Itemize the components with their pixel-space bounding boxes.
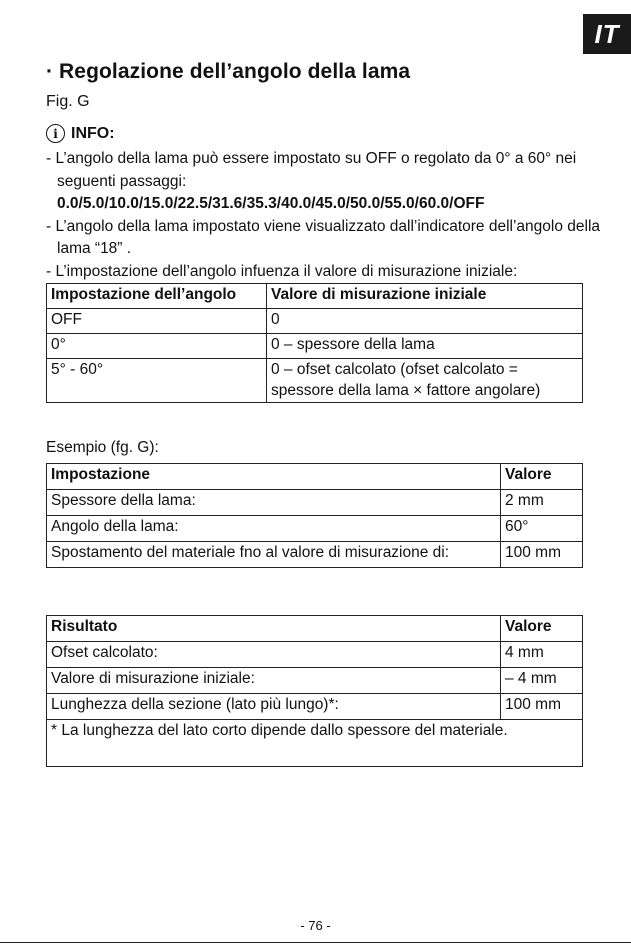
example-result-table bbox=[46, 615, 583, 767]
angle-setting-table bbox=[46, 283, 583, 403]
table-cell: 0 – spessore della lama bbox=[267, 334, 583, 359]
table-cell: Angolo della lama: bbox=[47, 516, 501, 542]
info-label: INFO: bbox=[71, 124, 115, 142]
info-bullet-list bbox=[46, 148, 606, 283]
table-header-cell: Impostazione bbox=[47, 464, 501, 490]
table-cell: Ofset calcolato: bbox=[47, 642, 501, 668]
info-icon: i bbox=[46, 124, 65, 143]
table-cell: 2 mm bbox=[501, 490, 583, 516]
table-cell: Spostamento del materiale fno al valore di misurazione di: bbox=[47, 542, 501, 568]
table-header-cell: Impostazione dell’angolo bbox=[47, 284, 267, 309]
bullet-angle-steps bbox=[46, 148, 606, 216]
example-label: Esempio (fg. G): bbox=[46, 439, 159, 456]
table-row bbox=[47, 334, 583, 359]
table-row bbox=[47, 694, 583, 720]
footer-divider bbox=[0, 942, 631, 943]
table-cell: – 4 mm bbox=[501, 668, 583, 694]
table-header-row bbox=[47, 616, 583, 642]
table-row bbox=[47, 642, 583, 668]
table-header-row bbox=[47, 284, 583, 309]
table-row bbox=[47, 542, 583, 568]
table-row bbox=[47, 309, 583, 334]
language-badge: IT bbox=[583, 14, 631, 54]
bullet-text: - L’angolo della lama può essere impostato su OFF o regolato da 0° a 60° nei seguenti passaggi: bbox=[46, 150, 577, 190]
table-cell: 100 mm bbox=[501, 694, 583, 720]
table-row bbox=[47, 490, 583, 516]
table-cell: OFF bbox=[47, 309, 267, 334]
table-cell: Spessore della lama: bbox=[47, 490, 501, 516]
table-footnote: * La lunghezza del lato corto dipende dallo spessore del materiale. bbox=[47, 720, 583, 767]
table-header-row bbox=[47, 464, 583, 490]
angle-steps-list: 0.0/5.0/10.0/15.0/22.5/31.6/35.3/40.0/45.0/50.0/55.0/60.0/OFF bbox=[57, 195, 485, 212]
table-cell: Valore di misurazione iniziale: bbox=[47, 668, 501, 694]
table-header-cell: Valore di misurazione iniziale bbox=[267, 284, 583, 309]
bullet-indicator: - L’angolo della lama impostato viene visualizzato dall’indicatore dell’angolo della lama “18” . bbox=[46, 217, 601, 257]
table-cell: 4 mm bbox=[501, 642, 583, 668]
table-header-cell: Risultato bbox=[47, 616, 501, 642]
section-title: · Regolazione dell’angolo della lama bbox=[46, 60, 411, 83]
bullet-initial-value: - L’impostazione dell’angolo infuenza il valore di misurazione iniziale: bbox=[46, 262, 518, 280]
example-input-table bbox=[46, 463, 583, 568]
page-number: - 76 - bbox=[300, 918, 331, 933]
table-header-cell: Valore bbox=[501, 616, 583, 642]
table-row bbox=[47, 516, 583, 542]
table-cell: 0 bbox=[267, 309, 583, 334]
table-header-cell: Valore bbox=[501, 464, 583, 490]
figure-reference: Fig. G bbox=[46, 93, 90, 110]
table-cell: 0° bbox=[47, 334, 267, 359]
table-cell: Lunghezza della sezione (lato più lungo)*: bbox=[47, 694, 501, 720]
table-cell: 60° bbox=[501, 516, 583, 542]
table-cell: 5° - 60° bbox=[47, 359, 267, 403]
table-cell: 0 – ofset calcolato (ofset calcolato = spessore della lama × fattore angolare) bbox=[267, 359, 583, 403]
table-row bbox=[47, 359, 583, 403]
table-cell: 100 mm bbox=[501, 542, 583, 568]
table-footnote-row bbox=[47, 720, 583, 767]
table-row bbox=[47, 668, 583, 694]
info-heading bbox=[46, 124, 115, 143]
